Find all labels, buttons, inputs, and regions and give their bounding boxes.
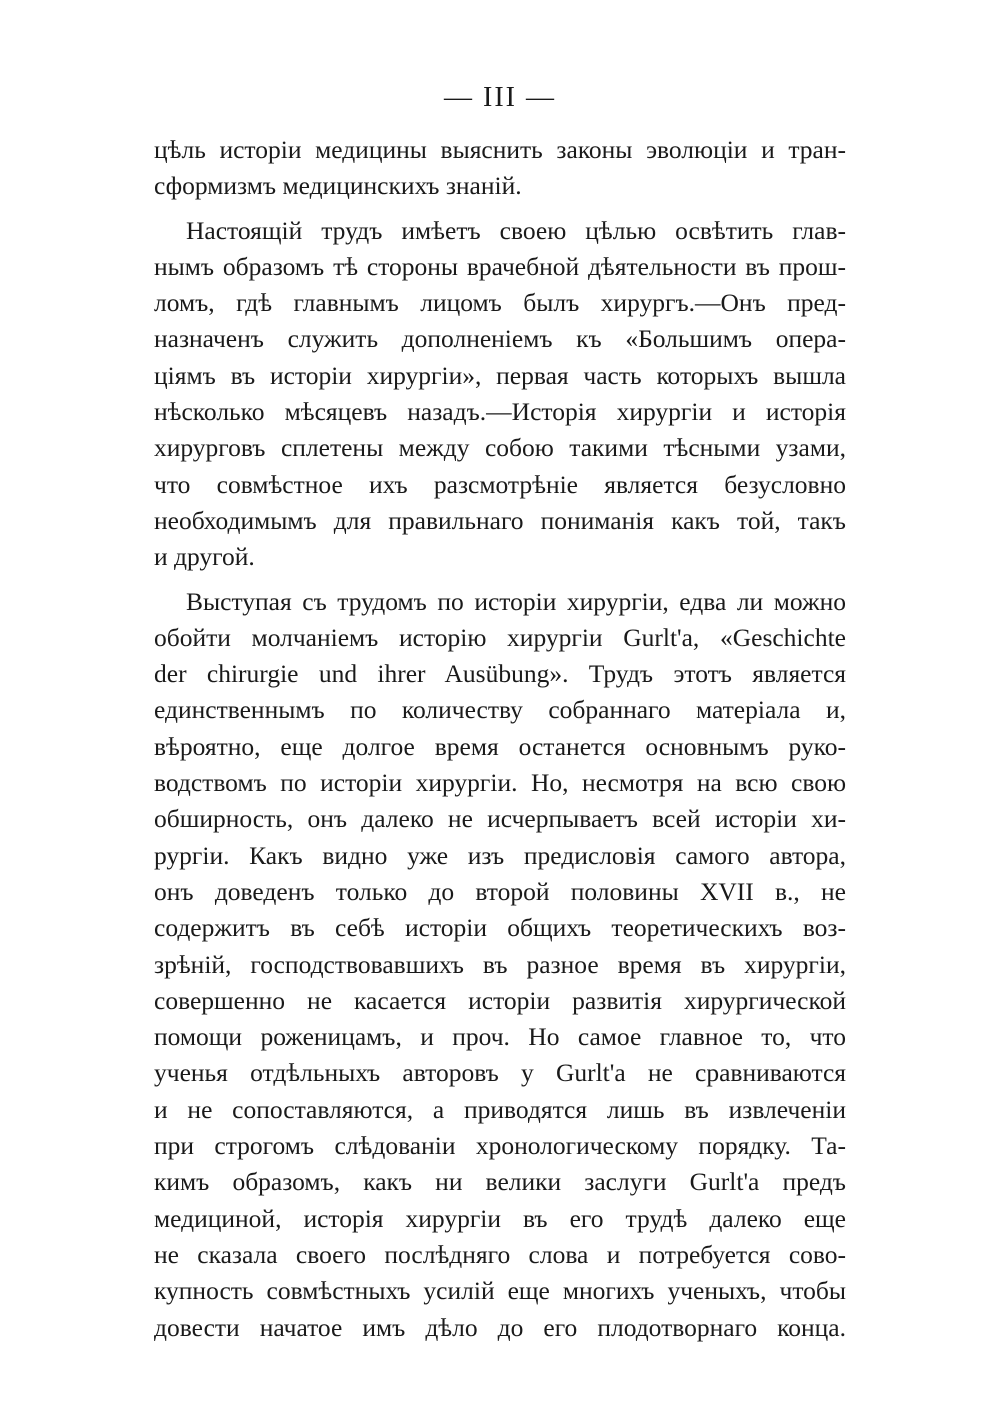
- text-line: и другой.: [154, 542, 255, 572]
- text-line: содержитъ въ себѣ исторіи общихъ теоретическихъ воз-: [154, 913, 846, 943]
- body-text: [154, 132, 846, 1346]
- paragraph-1: [154, 132, 846, 205]
- text-line: необходимымъ для правильнаго пониманія какъ той, такъ: [154, 505, 846, 535]
- text-line: назначенъ служить дополненіемъ къ «Большимъ опера-: [154, 324, 846, 354]
- text-line: нѣсколько мѣсяцевъ назадъ.—Исторія хирургіи и исторія: [154, 397, 846, 427]
- text-line: водствомъ по исторіи хирургіи. Но, несмотря на всю свою: [154, 768, 846, 798]
- text-line: медициной, исторія хирургіи въ его трудѣ далеко еще: [154, 1203, 846, 1233]
- text-line: и не сопоставляются, а приводятся лишь въ извлеченіи: [154, 1094, 846, 1124]
- text-line: цѣль исторіи медицины выяснить законы эволюціи и тран-: [154, 135, 846, 164]
- text-line: сформизмъ медицинскихъ знаній.: [154, 171, 522, 201]
- paragraph-2: [154, 213, 846, 576]
- text-line: довести начатое имъ дѣло до его плодотворнаго конца.: [154, 1312, 846, 1342]
- text-line: der chirurgie und ihrer Ausübung». Трудъ этотъ является: [154, 659, 846, 689]
- text-line: не сказала своего послѣдняго слова и потребуется сово-: [154, 1239, 846, 1269]
- text-line: кимъ образомъ, какъ ни велики заслуги Gurlt'a предъ: [154, 1167, 846, 1197]
- text-line: совершенно не касается исторіи развитія хирургической: [154, 985, 846, 1015]
- text-line: зрѣній, господствовавшихъ въ разное время въ хирургіи,: [154, 949, 846, 979]
- text-line: помощи роженицамъ, и проч. Но самое главное то, что: [154, 1022, 846, 1052]
- text-line: при строгомъ слѣдованіи хронологическому порядку. Та-: [154, 1131, 846, 1161]
- text-line: обширность, онъ далеко не исчерпываетъ всей исторіи хи-: [154, 804, 846, 834]
- text-line: ломъ, гдѣ главнымъ лицомъ былъ хирургъ.—Онъ пред-: [154, 288, 846, 318]
- text-line: ученья отдѣльныхъ авторовъ у Gurlt'a не сравниваются: [154, 1058, 846, 1088]
- text-line: единственнымъ по количеству собраннаго матеріала и,: [154, 695, 846, 725]
- text-line: нымъ образомъ тѣ стороны врачебной дѣятельности въ прош-: [154, 251, 846, 281]
- text-line: хирурговъ сплетены между собою такими тѣсными узами,: [154, 433, 846, 463]
- text-line: купность совмѣстныхъ усилій еще многихъ ученыхъ, чтобы: [154, 1276, 846, 1306]
- text-line: обойти молчаніемъ исторію хирургіи Gurlt'a, «Geschichte: [154, 622, 846, 652]
- page-number: — III —: [444, 82, 556, 113]
- text-line: вѣроятно, еще долгое время останется основнымъ руко-: [154, 731, 846, 761]
- text-line: что совмѣстное ихъ разсмотрѣніе является безусловно: [154, 469, 846, 499]
- text-line: ціямъ въ исторіи хирургіи», первая часть которыхъ вышла: [154, 360, 846, 390]
- text-line: онъ доведенъ только до второй половины XVII в., не: [154, 876, 846, 906]
- text-line: Настоящій трудъ имѣетъ своею цѣлью освѣтить глав-: [186, 215, 846, 245]
- text-line: Выступая съ трудомъ по исторіи хирургіи, едва ли можно: [186, 586, 846, 616]
- paragraph-3: [154, 584, 846, 1346]
- text-line: рургіи. Какъ видно уже изъ предисловія самого автора,: [154, 840, 846, 870]
